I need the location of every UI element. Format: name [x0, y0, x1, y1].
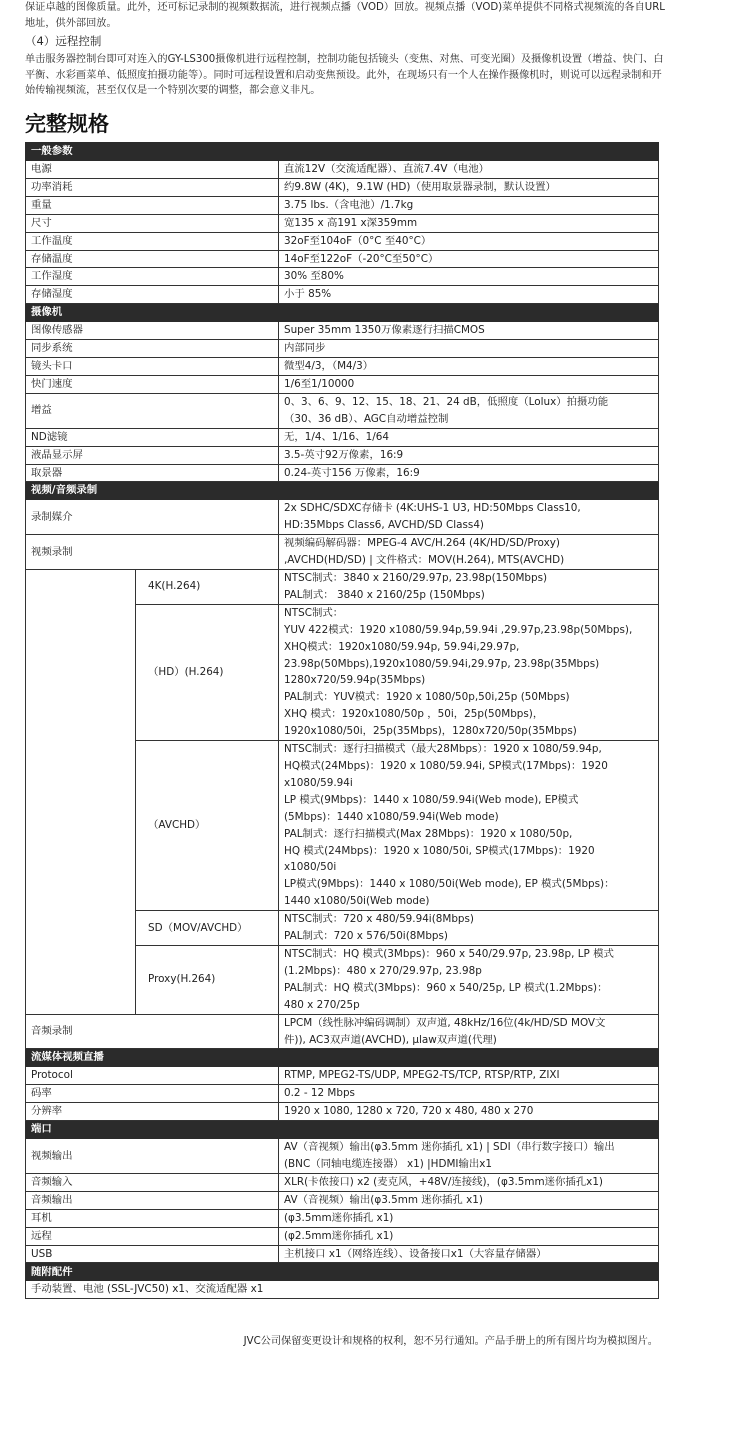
spec-label: 功率消耗 — [26, 178, 279, 196]
section-header: 摄像机 — [26, 304, 659, 322]
spec-value: 无，1/4、1/16、1/64 — [279, 428, 659, 446]
format-value: NTSC制式：逐行扫描模式（最大28Mbps）：1920 x 1080/59.94p, HQ模式(24Mbps)：1920 x 1080/59.94i, SP模式(17Mbps)：1920 x1080/59.94i LP 模式(9Mbps)：1440 x 1080/59.94i(Web mode), EP模式 (5Mbps)：1440 x1080/59.94i(Web mode) PAL制式：逐行扫描模式(Max 28Mbps)：1920 x 1080/50p, HQ 模式(24Mbps)：1920 x 1080/50i, SP模式(17Mbps)：1920 x1080/50i LP模式(9Mbps)：1440 x 1080/50i(Web mode), EP 模式(5Mbps)： 1440 x1080/50i(Web mode) — [279, 741, 659, 911]
spec-value: 0.24-英寸156 万像素，16:9 — [279, 464, 659, 482]
section-header: 流媒体视频直播 — [26, 1049, 659, 1067]
spec-value: Super 35mm 1350万像素逐行扫描CMOS — [279, 322, 659, 340]
spec-label: 码率 — [26, 1085, 279, 1103]
format-label: （AVCHD） — [136, 741, 279, 911]
spec-label: 取景器 — [26, 464, 279, 482]
spec-value: 小于 85% — [279, 286, 659, 304]
spec-value: XLR(卡侬接口) x2 (麦克风，+48V/连接线)，(φ3.5mm迷你插孔x1) — [279, 1173, 659, 1191]
spec-label: 工作湿度 — [26, 268, 279, 286]
spec-value: 0、3、6、9、12、15、18、21、24 dB，低照度（Lolux）拍摄功能 （30、36 dB）、AGC自动增益控制 — [279, 393, 659, 428]
section-header: 视频/音频录制 — [26, 482, 659, 500]
spec-label: 录制媒介 — [26, 500, 279, 535]
format-value: NTSC制式： YUV 422模式：1920 x1080/59.94p,59.94i ,29.97p,23.98p(50Mbps), XHQ模式：1920x1080/59.94p, 59.94i,29.97p, 23.98p(50Mbps),1920x1080/59.94i,29.97p, 23.98p(35Mbps) 1280x720/59.94p(35Mbps) PAL制式：YUV模式：1920 x 1080/50p,50i,25p (50Mbps) XHQ 模式：1920x1080/50p ，50i，25p(50Mbps)， 1920x1080/50i，25p(35Mbps)，1280x720/50p(35Mbps) — [279, 604, 659, 740]
spec-label: 音频输出 — [26, 1191, 279, 1209]
footer-disclaimer: JVC公司保留变更设计和规格的权利，恕不另行通知。产品手册上的所有图片均为模拟图片。 — [243, 1336, 658, 1347]
spec-row — [26, 1191, 659, 1209]
spec-label: 音频录制 — [26, 1014, 279, 1049]
spec-label: 图像传感器 — [26, 322, 279, 340]
spec-value: 约9.8W (4K)，9.1W (HD)（使用取景器录制，默认设置） — [279, 178, 659, 196]
spec-label: Protocol — [26, 1067, 279, 1085]
spec-value: LPCM（线性脉冲编码调制）双声道, 48kHz/16位(4k/HD/SD MOV文 件)), AC3双声道(AVCHD), µlaw双声道(代理) — [279, 1014, 659, 1049]
spec-value: 3.5-英寸92万像素，16:9 — [279, 446, 659, 464]
spec-value: 内部同步 — [279, 340, 659, 358]
spec-label: 存储温度 — [26, 250, 279, 268]
spec-value: 14oF至122oF（-20°C至50°C） — [279, 250, 659, 268]
section-header: 随附配件 — [26, 1263, 659, 1281]
spec-label: 镜头卡口 — [26, 358, 279, 376]
spec-row — [26, 161, 659, 179]
format-label: （HD）(H.264) — [136, 604, 279, 740]
spec-label: 尺寸 — [26, 214, 279, 232]
spec-label: 液晶显示屏 — [26, 446, 279, 464]
format-value: NTSC制式：720 x 480/59.94i(8Mbps) PAL制式：720 x 576/50i(8Mbps) — [279, 911, 659, 946]
spec-row — [26, 393, 659, 428]
format-value: NTSC制式：HQ 模式(3Mbps)：960 x 540/29.97p, 23.98p, LP 模式 (1.2Mbps)：480 x 270/29.97p, 23.98p PAL制式：HQ 模式(3Mbps)：960 x 540/25p, LP 模式(1.2Mbps)： 480 x 270/25p — [279, 945, 659, 1014]
section-header: 一般参数 — [26, 143, 659, 161]
spec-row — [26, 1245, 659, 1263]
spec-label: 视频录制 — [26, 535, 279, 570]
spec-value: 3.75 lbs.（含电池）/1.7kg — [279, 196, 659, 214]
spec-value: 1/6至1/10000 — [279, 375, 659, 393]
section-row — [26, 304, 659, 322]
intro-text — [25, 0, 665, 99]
format-value: NTSC制式：3840 x 2160/29.97p, 23.98p(150Mbps) PAL制式： 3840 x 2160/25p (150Mbps) — [279, 570, 659, 605]
spec-row — [26, 1139, 659, 1174]
spec-value: 主机接口 x1（网络连线）、设备接口x1（大容量存储器） — [279, 1245, 659, 1263]
spec-row — [26, 464, 659, 482]
spec-value: 宽135 x 高191 x深359mm — [279, 214, 659, 232]
spec-label: 同步系统 — [26, 340, 279, 358]
spec-row — [26, 446, 659, 464]
spec-value: AV（音视频）输出(φ3.5mm 迷你插孔 x1) | SDI（串行数字接口）输出 (BNC（同轴电缆连接器） x1) |HDMI输出x1 — [279, 1139, 659, 1174]
spec-value: 0.2 - 12 Mbps — [279, 1085, 659, 1103]
spec-row — [26, 1085, 659, 1103]
spec-value: 微型4/3，（M4/3） — [279, 358, 659, 376]
intro-paragraph-vod: 保证卓越的图像质量。此外，还可标记录制的视频数据流，进行视频点播（VOD）回放。视频点播（VOD)菜单提供不同格式视频流的各自URL地址，供外部回放。 — [25, 2, 665, 29]
spec-label: 音频输入 — [26, 1173, 279, 1191]
section-row — [26, 482, 659, 500]
format-label: 4K(H.264) — [136, 570, 279, 605]
spec-row — [26, 535, 659, 570]
spec-value: 2x SDHC/SDXC存储卡 (4K:UHS-1 U3, HD:50Mbps Class10, HD:35Mbps Class6, AVCHD/SD Class4) — [279, 500, 659, 535]
spec-row — [26, 358, 659, 376]
spec-row — [26, 268, 659, 286]
spec-row — [26, 428, 659, 446]
spec-row — [26, 250, 659, 268]
spec-row — [26, 178, 659, 196]
spec-row — [26, 1227, 659, 1245]
spec-value: AV（音视频）输出(φ3.5mm 迷你插孔 x1) — [279, 1191, 659, 1209]
section-row — [26, 143, 659, 161]
spec-label: 分辨率 — [26, 1103, 279, 1121]
spec-row — [26, 286, 659, 304]
accessories-value: 手动装置、电池 (SSL-JVC50) x1、交流适配器 x1 — [26, 1281, 659, 1299]
spec-row — [26, 214, 659, 232]
spec-row — [26, 322, 659, 340]
spec-row — [26, 500, 659, 535]
spec-value: RTMP, MPEG2-TS/UDP, MPEG2-TS/TCP, RTSP/RTP, ZIXI — [279, 1067, 659, 1085]
spec-row — [26, 1014, 659, 1049]
spec-label: 增益 — [26, 393, 279, 428]
spec-row — [26, 375, 659, 393]
format-label: Proxy(H.264) — [136, 945, 279, 1014]
spec-label: 视频输出 — [26, 1139, 279, 1174]
page-title: 完整规格 — [25, 112, 109, 136]
spec-label: 远程 — [26, 1227, 279, 1245]
section-row — [26, 1121, 659, 1139]
spec-value: 32oF至104oF（0°C 至40°C） — [279, 232, 659, 250]
intro-paragraph-remote: 单击服务器控制台即可对连入的GY-LS300摄像机进行远程控制，控制功能包括镜头（变焦、对焦、可变光圈）及摄像机设置（增益、快门、白平衡、水彩画菜单、低照度拍摄功能等）。同时可远程设置和启动变焦预设。此外，在现场只有一个人在操作摄像机时，则说可以远程录制和开始传输视频流，甚至仅仅是一个特别次要的调整，都会意义非凡。 — [25, 54, 664, 96]
spec-value: 1920 x 1080, 1280 x 720, 720 x 480, 480 x 270 — [279, 1103, 659, 1121]
section-row — [26, 1049, 659, 1067]
spec-label: USB — [26, 1245, 279, 1263]
spec-row — [26, 1281, 659, 1299]
format-group-cell — [26, 570, 136, 1015]
format-label: SD（MOV/AVCHD） — [136, 911, 279, 946]
spec-value: 30% 至80% — [279, 268, 659, 286]
spec-value: 直流12V（交流适配器）、直流7.4V（电池） — [279, 161, 659, 179]
spec-label: 存储湿度 — [26, 286, 279, 304]
spec-label: 电源 — [26, 161, 279, 179]
spec-label: 快门速度 — [26, 375, 279, 393]
spec-row — [26, 1103, 659, 1121]
spec-row — [26, 340, 659, 358]
section-header: 端口 — [26, 1121, 659, 1139]
spec-table — [25, 142, 659, 1299]
spec-value: (φ3.5mm迷你插孔 x1) — [279, 1209, 659, 1227]
format-row — [26, 570, 659, 605]
spec-row — [26, 232, 659, 250]
spec-row — [26, 1067, 659, 1085]
spec-label: ND滤镜 — [26, 428, 279, 446]
spec-label: 重量 — [26, 196, 279, 214]
spec-value: (φ2.5mm迷你插孔 x1) — [279, 1227, 659, 1245]
spec-value: 视频编码解码器：MPEG-4 AVC/H.264 (4K/HD/SD/Proxy) ,AVCHD(HD/SD) | 文件格式：MOV(H.264), MTS(AVCHD) — [279, 535, 659, 570]
spec-label: 耳机 — [26, 1209, 279, 1227]
section-row — [26, 1263, 659, 1281]
spec-row — [26, 1209, 659, 1227]
spec-label: 工作温度 — [26, 232, 279, 250]
spec-row — [26, 1173, 659, 1191]
spec-row — [26, 196, 659, 214]
remote-control-heading: （4）远程控制 — [25, 34, 102, 48]
